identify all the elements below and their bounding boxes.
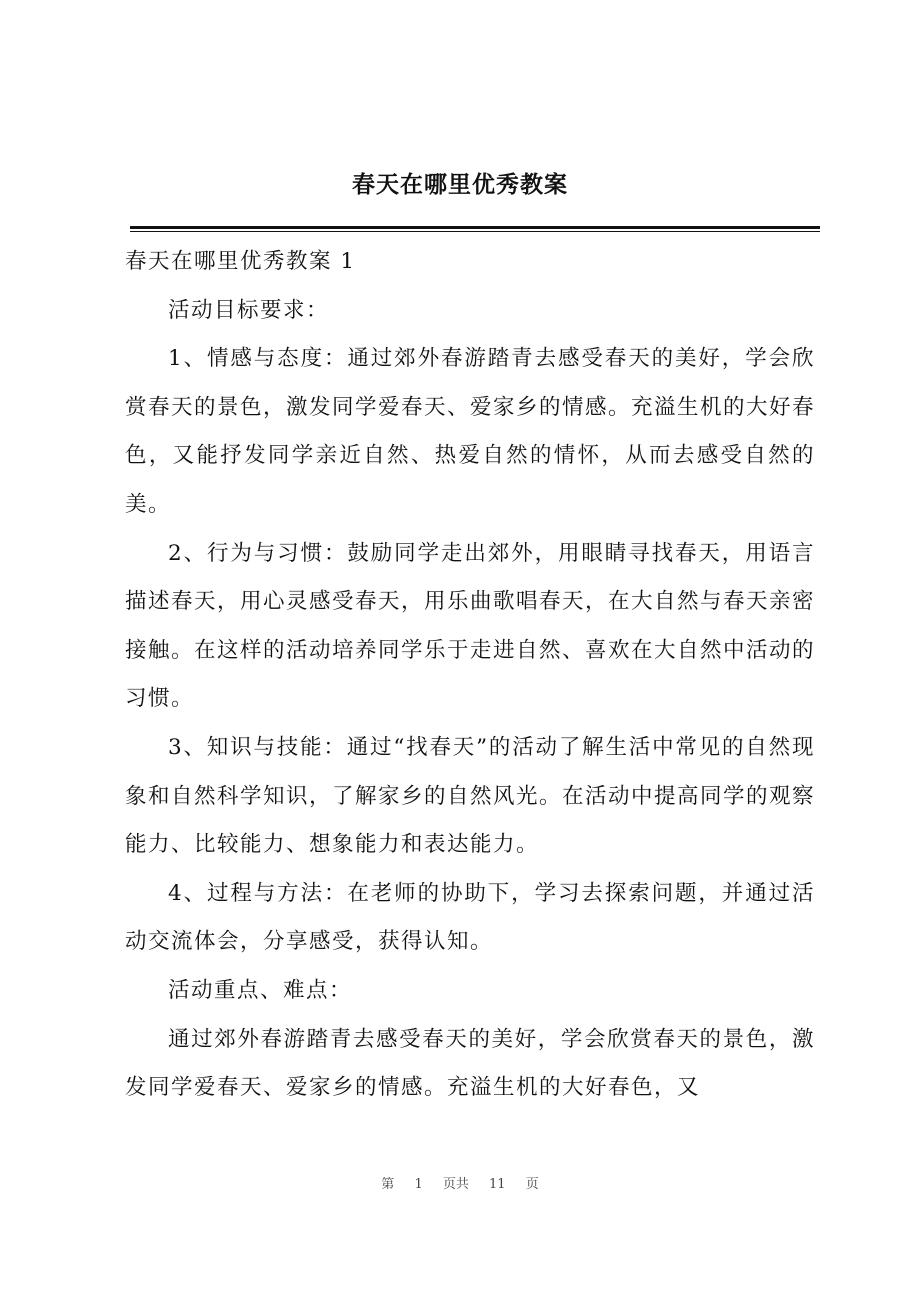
document-title: 春天在哪里优秀教案 <box>352 171 568 198</box>
footer-ye-gong: 页共 <box>442 1177 469 1192</box>
footer-ye: 页 <box>525 1177 539 1192</box>
document-body <box>125 238 815 1113</box>
title-divider <box>130 226 820 232</box>
paragraph-key-points: 通过郊外春游踏青去感受春天的美好，学会欣赏春天的景色，激发同学爱春天、爱家乡的情感。充溢生机的大好春色，又 <box>125 1026 815 1101</box>
footer-di: 第 <box>381 1177 395 1192</box>
paragraph-key-points-heading: 活动重点、难点： <box>168 977 353 1003</box>
footer-total-pages: 11 <box>489 1177 506 1192</box>
paragraph-objective-3: 3、知识与技能：通过“找春天”的活动了解生活中常见的自然现象和自然科学知识，了解家乡的自然风光。在活动中提高同学的观察能力、比较能力、想象能力和表达能力。 <box>125 734 816 858</box>
section-heading: 春天在哪里优秀教案 1 <box>125 249 356 274</box>
paragraph-objective-1: 1、情感与态度：通过郊外春游踏青去感受春天的美好，学会欣赏春天的景色，激发同学爱春天、爱家乡的情感。充溢生机的大好春色，又能抒发同学亲近自然、热爱自然的情怀，从而去感受自然的美。 <box>125 346 816 517</box>
paragraph-objective-4: 4、过程与方法：在老师的协助下，学习去探索问题，并通过活动交流体会，分享感受，获得认知。 <box>125 880 815 955</box>
paragraph-objective-2: 2、行为与习惯：鼓励同学走出郊外，用眼睛寻找春天，用语言描述春天，用心灵感受春天，用乐曲歌唱春天，在大自然与春天亲密接触。在这样的活动培养同学乐于走进自然、喜欢在大自然中活动的习惯。 <box>125 540 816 712</box>
page-footer <box>0 1173 920 1192</box>
paragraph-objectives-heading: 活动目标要求： <box>168 297 330 323</box>
footer-page-number: 1 <box>414 1177 423 1192</box>
